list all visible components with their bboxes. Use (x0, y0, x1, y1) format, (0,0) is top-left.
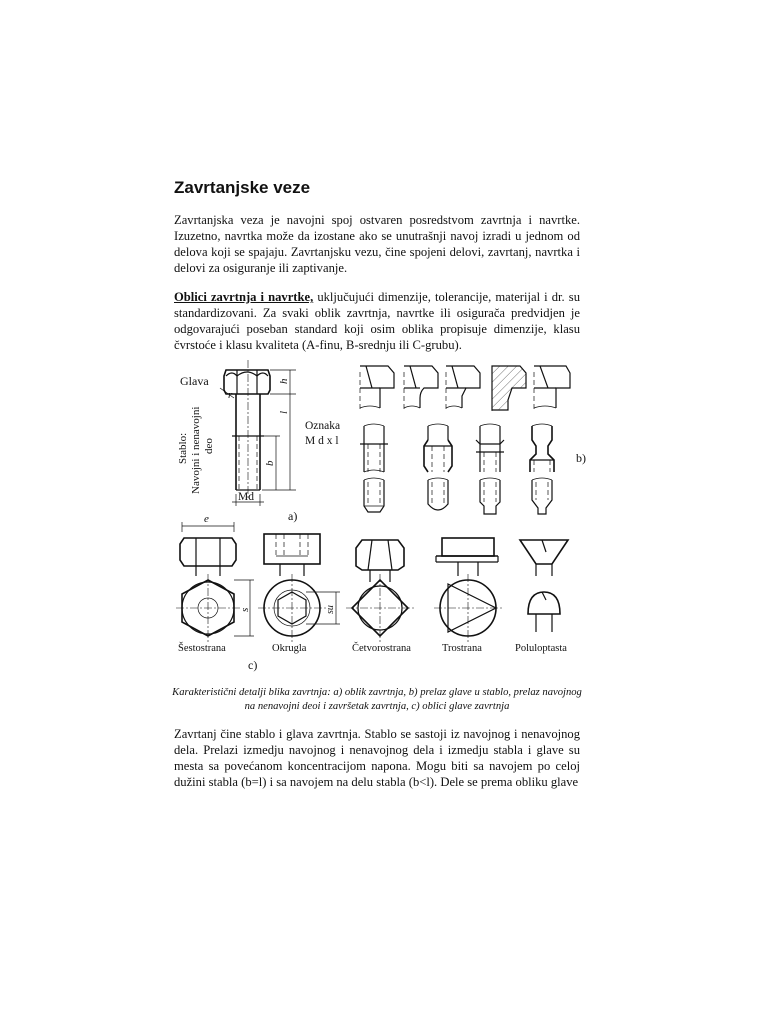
thread-transition-3 (476, 424, 504, 472)
label-dome-head: Poluloptasta (515, 643, 567, 654)
round-head (258, 534, 340, 642)
label-radius: r (228, 389, 233, 401)
figure-caption: Karakteristični detalji blika zavrtnja: a) oblik zavrtnja, b) prelaz glave u stablo, prelaz navojnog na nenavojni deoi i završetak zavrtnja, c) oblici glave zavrtnja (172, 687, 582, 712)
hex-head (176, 522, 254, 642)
head-transition-1 (360, 366, 394, 412)
transition-details (360, 366, 570, 514)
label-nominal-diameter: Md (238, 491, 254, 503)
bolt-end-4 (532, 478, 552, 514)
label-su: su (325, 605, 336, 614)
intro-paragraph: Zavrtanjska veza je navojni spoj ostvaren posredstvom zavrtnja i navrtke. Izuzetno, navrtka može da izostane ako se unutrašnji navoj izradi u jednom od delova koji se spajaju. Zavrtanjsku vezu, čine spojeni delovi, zavrtanj, navrtka i delovi za osiguranje ili zaptivanje. (174, 213, 580, 275)
bolt-end-2 (428, 478, 448, 510)
head-transition-2 (404, 366, 438, 412)
thread-transition-2 (424, 424, 452, 472)
dome-head (528, 592, 560, 632)
label-part-b: b) (576, 451, 586, 465)
bolt-parts-paragraph: Zavrtanj čine stablo i glava zavrtnja. Stablo se sastoji iz navojnog i nenavojnog dela. Prelazi izmedju navojnog i nenavojnog dela i izmedju stabla i glave su mesta sa povećanom koncentracijom napona. Mogu biti sa navojem po celoj dužini stabla (b=l) i sa navojem na delu stabla (b<l). Dele se prema obliku glave (174, 727, 580, 789)
thread-transition-4 (530, 424, 554, 472)
head-transition-section (492, 366, 526, 414)
triangle-head (434, 538, 502, 642)
label-length: l (278, 410, 290, 414)
page-title: Zavrtanjske veze (174, 178, 311, 197)
bolt-end-3 (480, 478, 500, 514)
label-part-c: c) (248, 658, 258, 672)
label-thread-length: b (264, 460, 276, 466)
label-head-height: h (278, 378, 290, 384)
label-deo: deo (203, 438, 215, 454)
thread-transition-1 (360, 424, 388, 472)
label-glava: Glava (180, 374, 209, 388)
label-stablo: Stablo: (177, 432, 189, 464)
head-transition-5 (534, 366, 570, 412)
label-navojni-nenavojni: Navojni i nenavojni (190, 406, 202, 494)
label-round-head: Okrugla (272, 643, 307, 654)
label-designation: M d x l (305, 435, 339, 447)
square-head (346, 540, 414, 642)
shapes-paragraph-text: uključujući dimenzije, tolerancije, materijal i dr. su standardizovani. Za svaki oblik zavrtnja, navrtke ili osigurača predvidjen je odgovarajući poseban standard koji osim oblika propisuje dimenzije, klasu čvrstoće i klasu kvaliteta (A-finu, B-srednju ili C-grubu). (174, 290, 580, 352)
label-triangle-head: Trostrana (442, 643, 482, 654)
label-s: s (239, 607, 251, 612)
head-transition-3 (446, 366, 480, 412)
countersunk-head (520, 540, 568, 576)
label-oznaka: Oznaka (305, 420, 341, 432)
label-e: e (204, 513, 209, 525)
bolt-end-1 (364, 478, 384, 512)
shapes-paragraph-lead: Oblici zavrtnja i navrtke, (174, 290, 314, 304)
label-hex-head: Šestostrana (178, 643, 226, 654)
label-square-head: Četvorostrana (352, 643, 411, 654)
label-part-a: a) (288, 509, 298, 523)
